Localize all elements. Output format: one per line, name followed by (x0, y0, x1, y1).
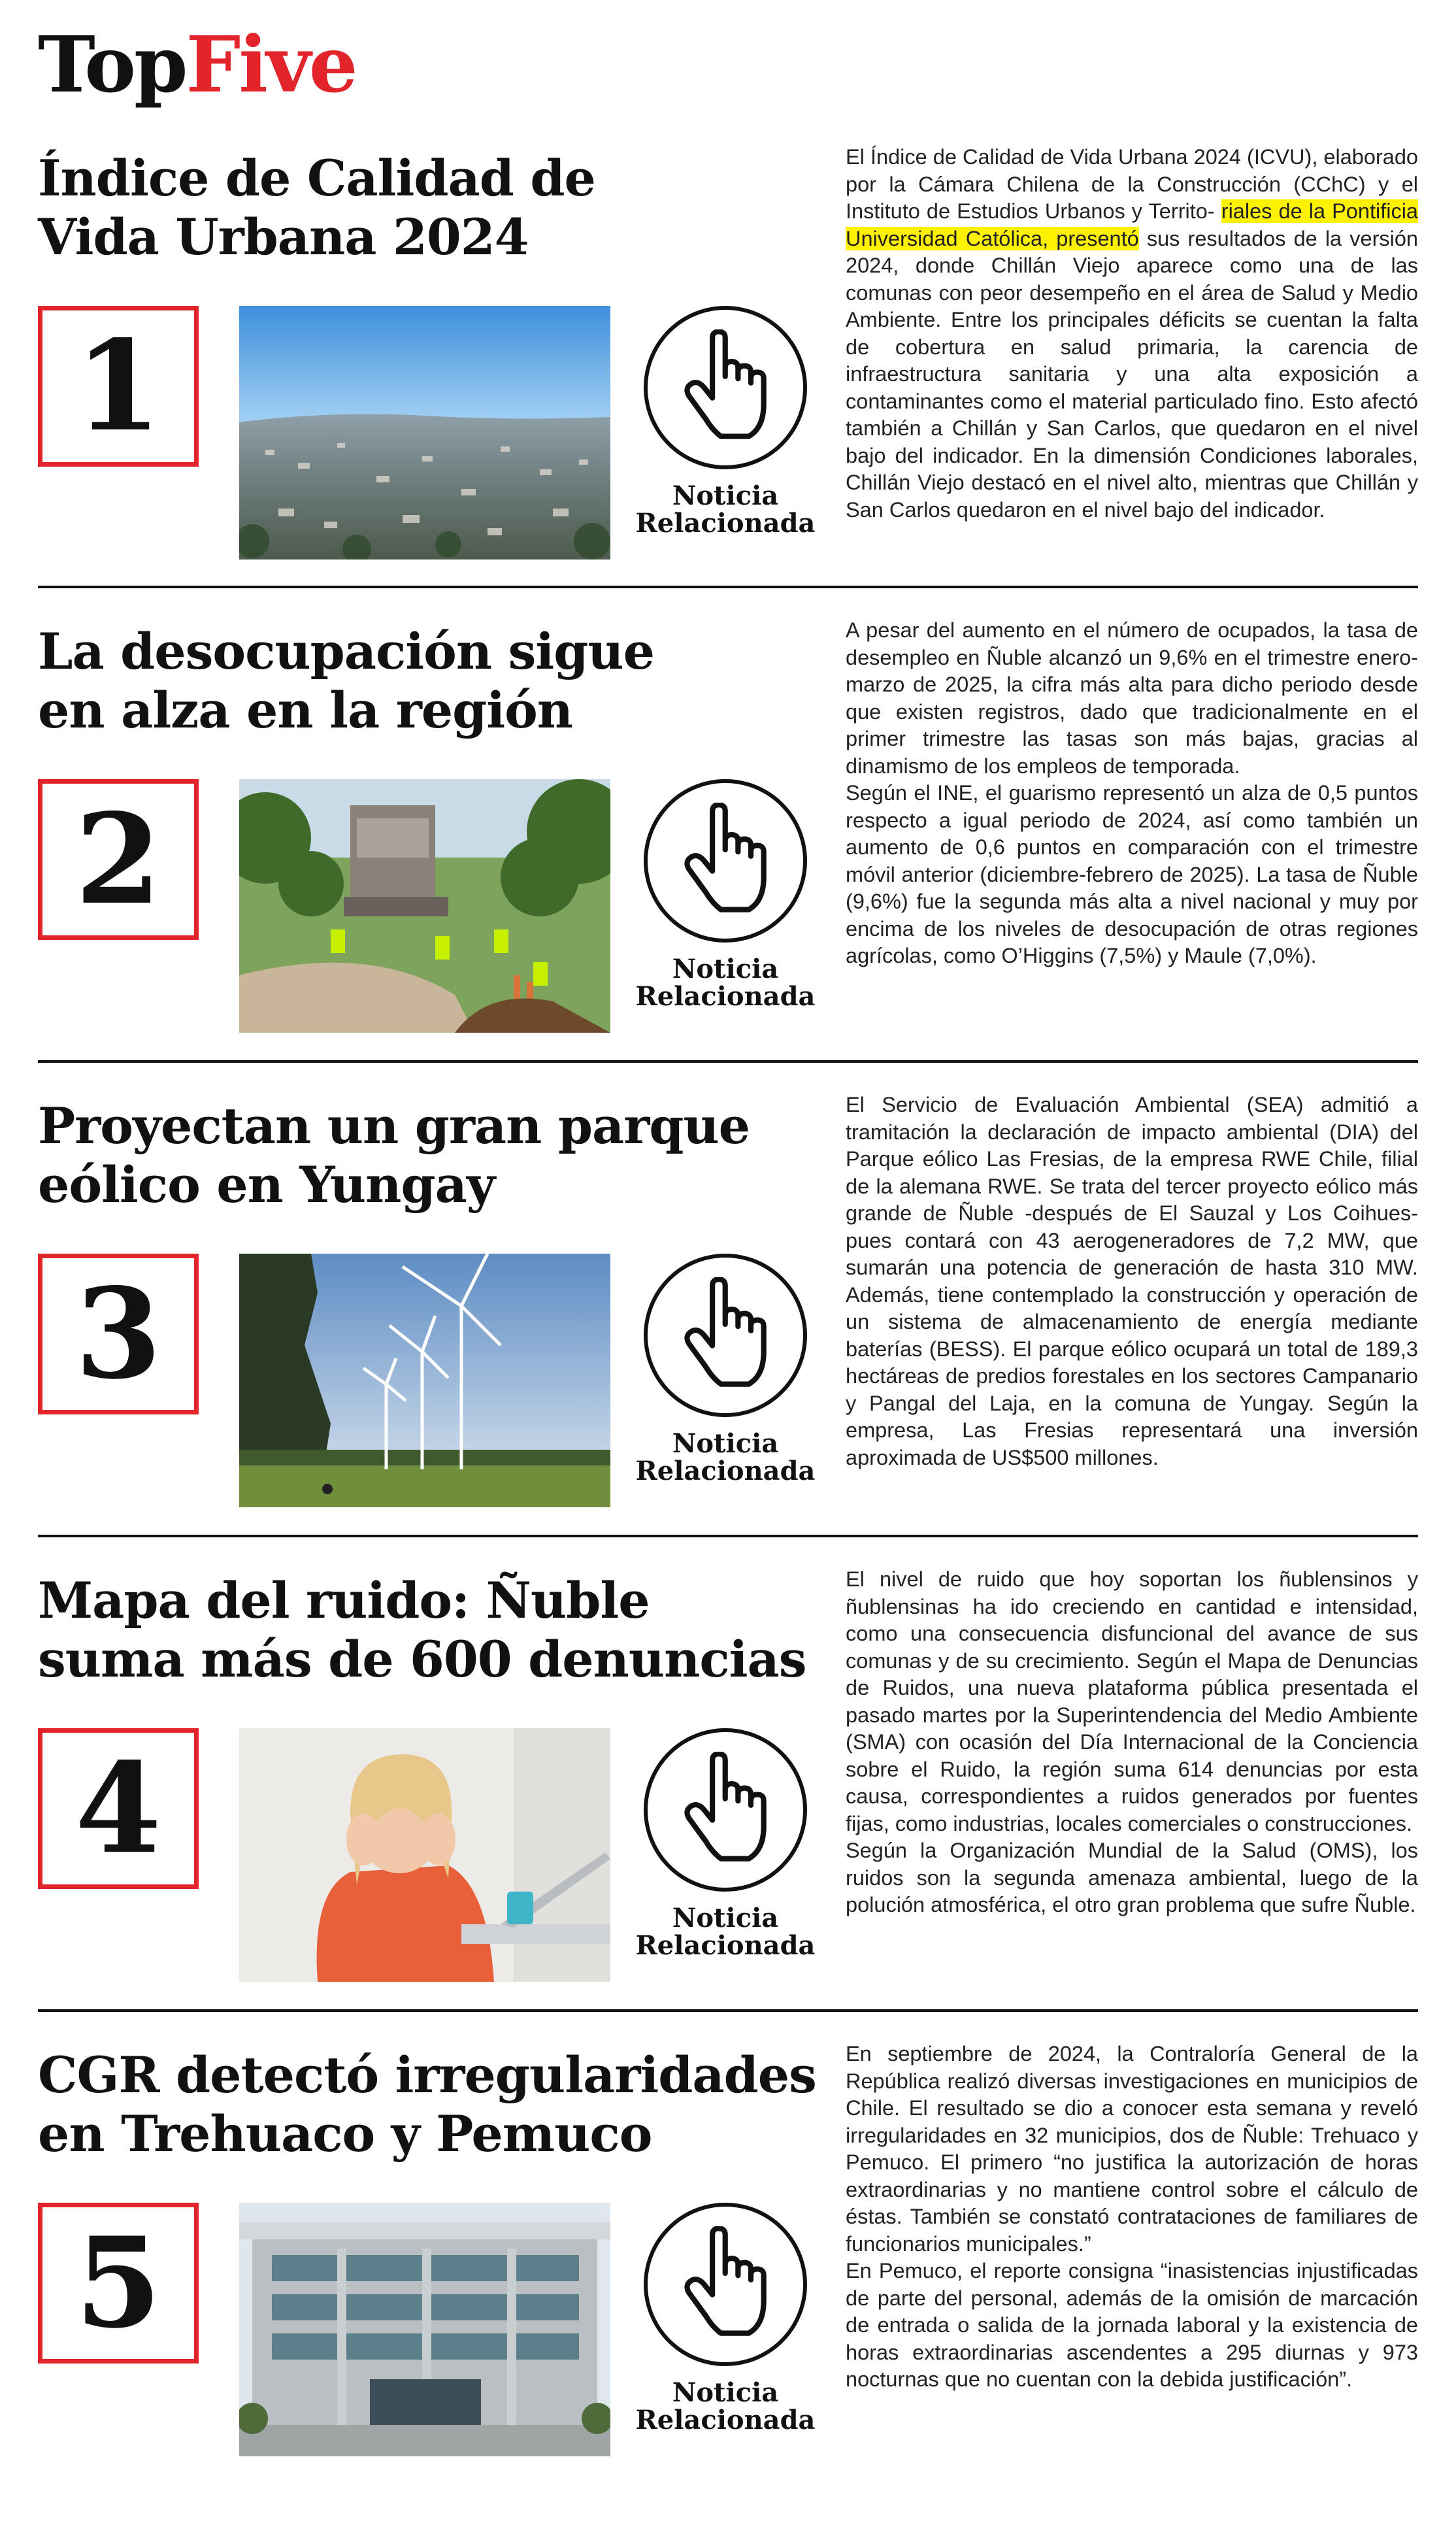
story-headline[interactable] (38, 622, 822, 740)
related-label-line-2: Relacionada (635, 508, 816, 539)
related-label-line-1: Noticia (672, 1428, 779, 1459)
story-paragraph: En septiembre de 2024, la Contraloría General de la República realizó diversas investigaciones en municipios de Chile. El resultado se dio a conocer esta semana y reveló irregularidades en 32 municipios, dos de Ñuble: Trehuaco y Pemuco. El primero “no justifica la autorización de horas extraordinarias y no mantiene control sobre el cálculo de éstas. También se constató contrataciones de familiares de funcionarios municipales.” (846, 2042, 1418, 2256)
story-paragraph: Según el INE, el guarismo representó un alza de 0,5 puntos respecto a igual periodo de 2024, así como también un aumento de 0,6 puntos en comparación con el trimestre móvil anterior (diciembre-febrero de 2025). La tasa de Ñuble (9,6%) fue la segunda más alta a nivel nacional y muy por encima de los niveles de desocupación de otras regiones agrícolas, como O’Higgins (7,5%) y Maule (7,0%). (846, 781, 1418, 967)
headline-line-2: en alza en la región (38, 681, 573, 739)
story-body (846, 1092, 1418, 1471)
brand-logo (38, 19, 356, 110)
related-news-button[interactable] (635, 2203, 816, 2464)
related-label-line-1: Noticia (672, 954, 779, 984)
story-headline[interactable] (38, 1571, 822, 1689)
section-divider (38, 1060, 1418, 1063)
section-divider (38, 586, 1418, 588)
story-4 (0, 1567, 1456, 2046)
story-headline[interactable] (38, 1097, 822, 1214)
story-paragraph (846, 144, 1418, 524)
brand-logo-five: Five (186, 19, 356, 110)
related-label-line-2: Relacionada (635, 1930, 816, 1961)
story-headline[interactable] (38, 2046, 822, 2164)
story-body (846, 1566, 1418, 1919)
story-5 (0, 2042, 1456, 2520)
highlighted-text: riales de la Pontificia Universidad Católica, presentó (846, 199, 1419, 250)
story-number-box: 1 (38, 306, 199, 467)
construction-workers-photo[interactable] (239, 779, 610, 1033)
section-divider (38, 1535, 1418, 1537)
pointing-hand-icon[interactable] (644, 779, 807, 943)
story-body (846, 2041, 1418, 2394)
story-1 (0, 145, 1456, 624)
woman-covering-ears-photo[interactable] (239, 1728, 610, 1982)
related-label-line-2: Relacionada (635, 1456, 816, 1486)
story-paragraph: El nivel de ruido que hoy soportan los ñublensinos y ñublensinas ha ido creciendo en cantidad e intensidad, como una consecuencia disfuncional del avance de sus comunas y de su crecimiento. Según el Mapa de Denuncias de Ruidos, una nueva plataforma pública presentada el pasado martes por la Superintendencia del Medio Ambiente (SMA) con ocasión del Día Internacional de la Conciencia sobre el Ruido, la región suma 614 denuncias por esta causa, correspondientes a ruidos generados por fuentes fijas, como industrias, locales comerciales o construcciones. (846, 1567, 1418, 1835)
story-body (846, 144, 1418, 524)
story-number-box: 3 (38, 1254, 199, 1414)
related-news-button[interactable] (635, 779, 816, 1041)
headline-line-2: en Trehuaco y Pemuco (38, 2105, 652, 2163)
related-label-line-1: Noticia (672, 480, 779, 511)
related-news-button[interactable] (635, 306, 816, 567)
pointing-hand-icon[interactable] (644, 306, 807, 469)
wind-turbines-photo[interactable] (239, 1254, 610, 1507)
story-2 (0, 618, 1456, 1097)
story-body (846, 617, 1418, 970)
body-text: sus resultados de la versión 2024, donde Chillán Viejo aparece como una de las comunas con peor desempeño en el área de Salud y Medio Ambiente. Entre los principales déficits se cuentan la falta de cobertura en salud primaria, la carencia de infraestructura sanitaria y una alta exposición a contaminantes como el material particulado fino. Esto afectó también a Chillán y San Carlos, que quedaron en el nivel bajo del indicador. En la dimensión Condiciones laborales, Chillán Viejo destacó en el nivel alto, mientras que Chillán y San Carlos quedaron en el nivel bajo del indicador. (846, 226, 1419, 522)
headline-line-2: Vida Urbana 2024 (38, 208, 529, 266)
government-building-photo[interactable] (239, 2203, 610, 2456)
related-label-line-2: Relacionada (635, 2405, 816, 2435)
related-news-label (627, 1905, 823, 1960)
related-label-line-1: Noticia (672, 1903, 779, 1933)
brand-logo-top: Top (38, 19, 186, 110)
pointing-hand-icon[interactable] (644, 1728, 807, 1892)
story-3 (0, 1093, 1456, 1571)
related-news-button[interactable] (635, 1728, 816, 1990)
section-divider (38, 2009, 1418, 2012)
related-news-button[interactable] (635, 1254, 816, 1515)
story-paragraph: A pesar del aumento en el número de ocupados, la tasa de desempleo en Ñuble alcanzó un 9,6% en el trimestre enero-marzo de 2025, la cifra más alta para dicho periodo desde que existen registros, dado que tradicionalmente en el primer trimestre las tasas son más bajas, gracias al dinamismo de los empleos de temporada. (846, 618, 1418, 778)
headline-line-1: Índice de Calidad de (38, 149, 595, 207)
story-paragraph: El Servicio de Evaluación Ambiental (SEA) admitió a tramitación la declaración de impacto ambiental (DIA) del Parque eólico Las Fresias, de la empresa RWE Chile, filial de la alemana RWE. Se trata del tercer proyecto eólico más grande de Ñuble -después de El Sauzal y Los Coihues- pues contará con 43 aerogeneradores de 7,2 MW, que sumarán una potencia de generación de hasta 310 MW. Además, tiene contemplado la construcción y operación de un sistema de almacenamiento de energía mediante baterías (BESS). El parque eólico ocupará un total de 189,3 hectáreas de predios forestales en los sectores Campanario y Pangal del Laja, en la comuna de Yungay. Según la empresa, Las Fresias representará una inversión aproximada de US$500 millones. (846, 1093, 1418, 1469)
headline-line-1: La desocupación sigue (38, 622, 654, 680)
headline-line-1: CGR detectó irregularidades (38, 2046, 816, 2104)
pointing-hand-icon[interactable] (644, 2203, 807, 2366)
story-number-box: 5 (38, 2203, 199, 2364)
headline-line-2: eólico en Yungay (38, 1156, 495, 1214)
pointing-hand-icon[interactable] (644, 1254, 807, 1417)
story-paragraph: En Pemuco, el reporte consigna “inasistencias injustificadas de parte del personal, además de la omisión de marcación de entrada o salida de la jornada laboral y la existencia de horas extraordinarias ascendentes a 295 diurnas y 973 nocturnas que no cuentan con la debida justificación”. (846, 2259, 1418, 2391)
related-news-label (627, 956, 823, 1011)
story-headline[interactable] (38, 149, 822, 267)
related-label-line-1: Noticia (672, 2377, 779, 2408)
related-label-line-2: Relacionada (635, 981, 816, 1012)
aerial-city-photo[interactable] (239, 306, 610, 560)
headline-line-1: Mapa del ruido: Ñuble (38, 1571, 650, 1629)
headline-line-1: Proyectan un gran parque (38, 1097, 750, 1155)
story-number-box: 2 (38, 779, 199, 940)
headline-line-2: suma más de 600 denuncias (38, 1630, 806, 1688)
story-paragraph: Según la Organización Mundial de la Salud (OMS), los ruidos son la segunda amenaza ambiental, luego de la polución atmosférica, el otro gran problema que sufre Ñuble. (846, 1839, 1418, 1916)
related-news-label (627, 2379, 823, 2434)
story-number-box: 4 (38, 1728, 199, 1889)
related-news-label (627, 1430, 823, 1485)
body-text: El Índice de Calidad de Vida Urbana 2024 (ICVU), elaborado por la Cámara Chilena de la Construcción (CChC) y el Instituto de Estudios Urbanos y Territo- (846, 145, 1418, 223)
related-news-label (627, 482, 823, 537)
